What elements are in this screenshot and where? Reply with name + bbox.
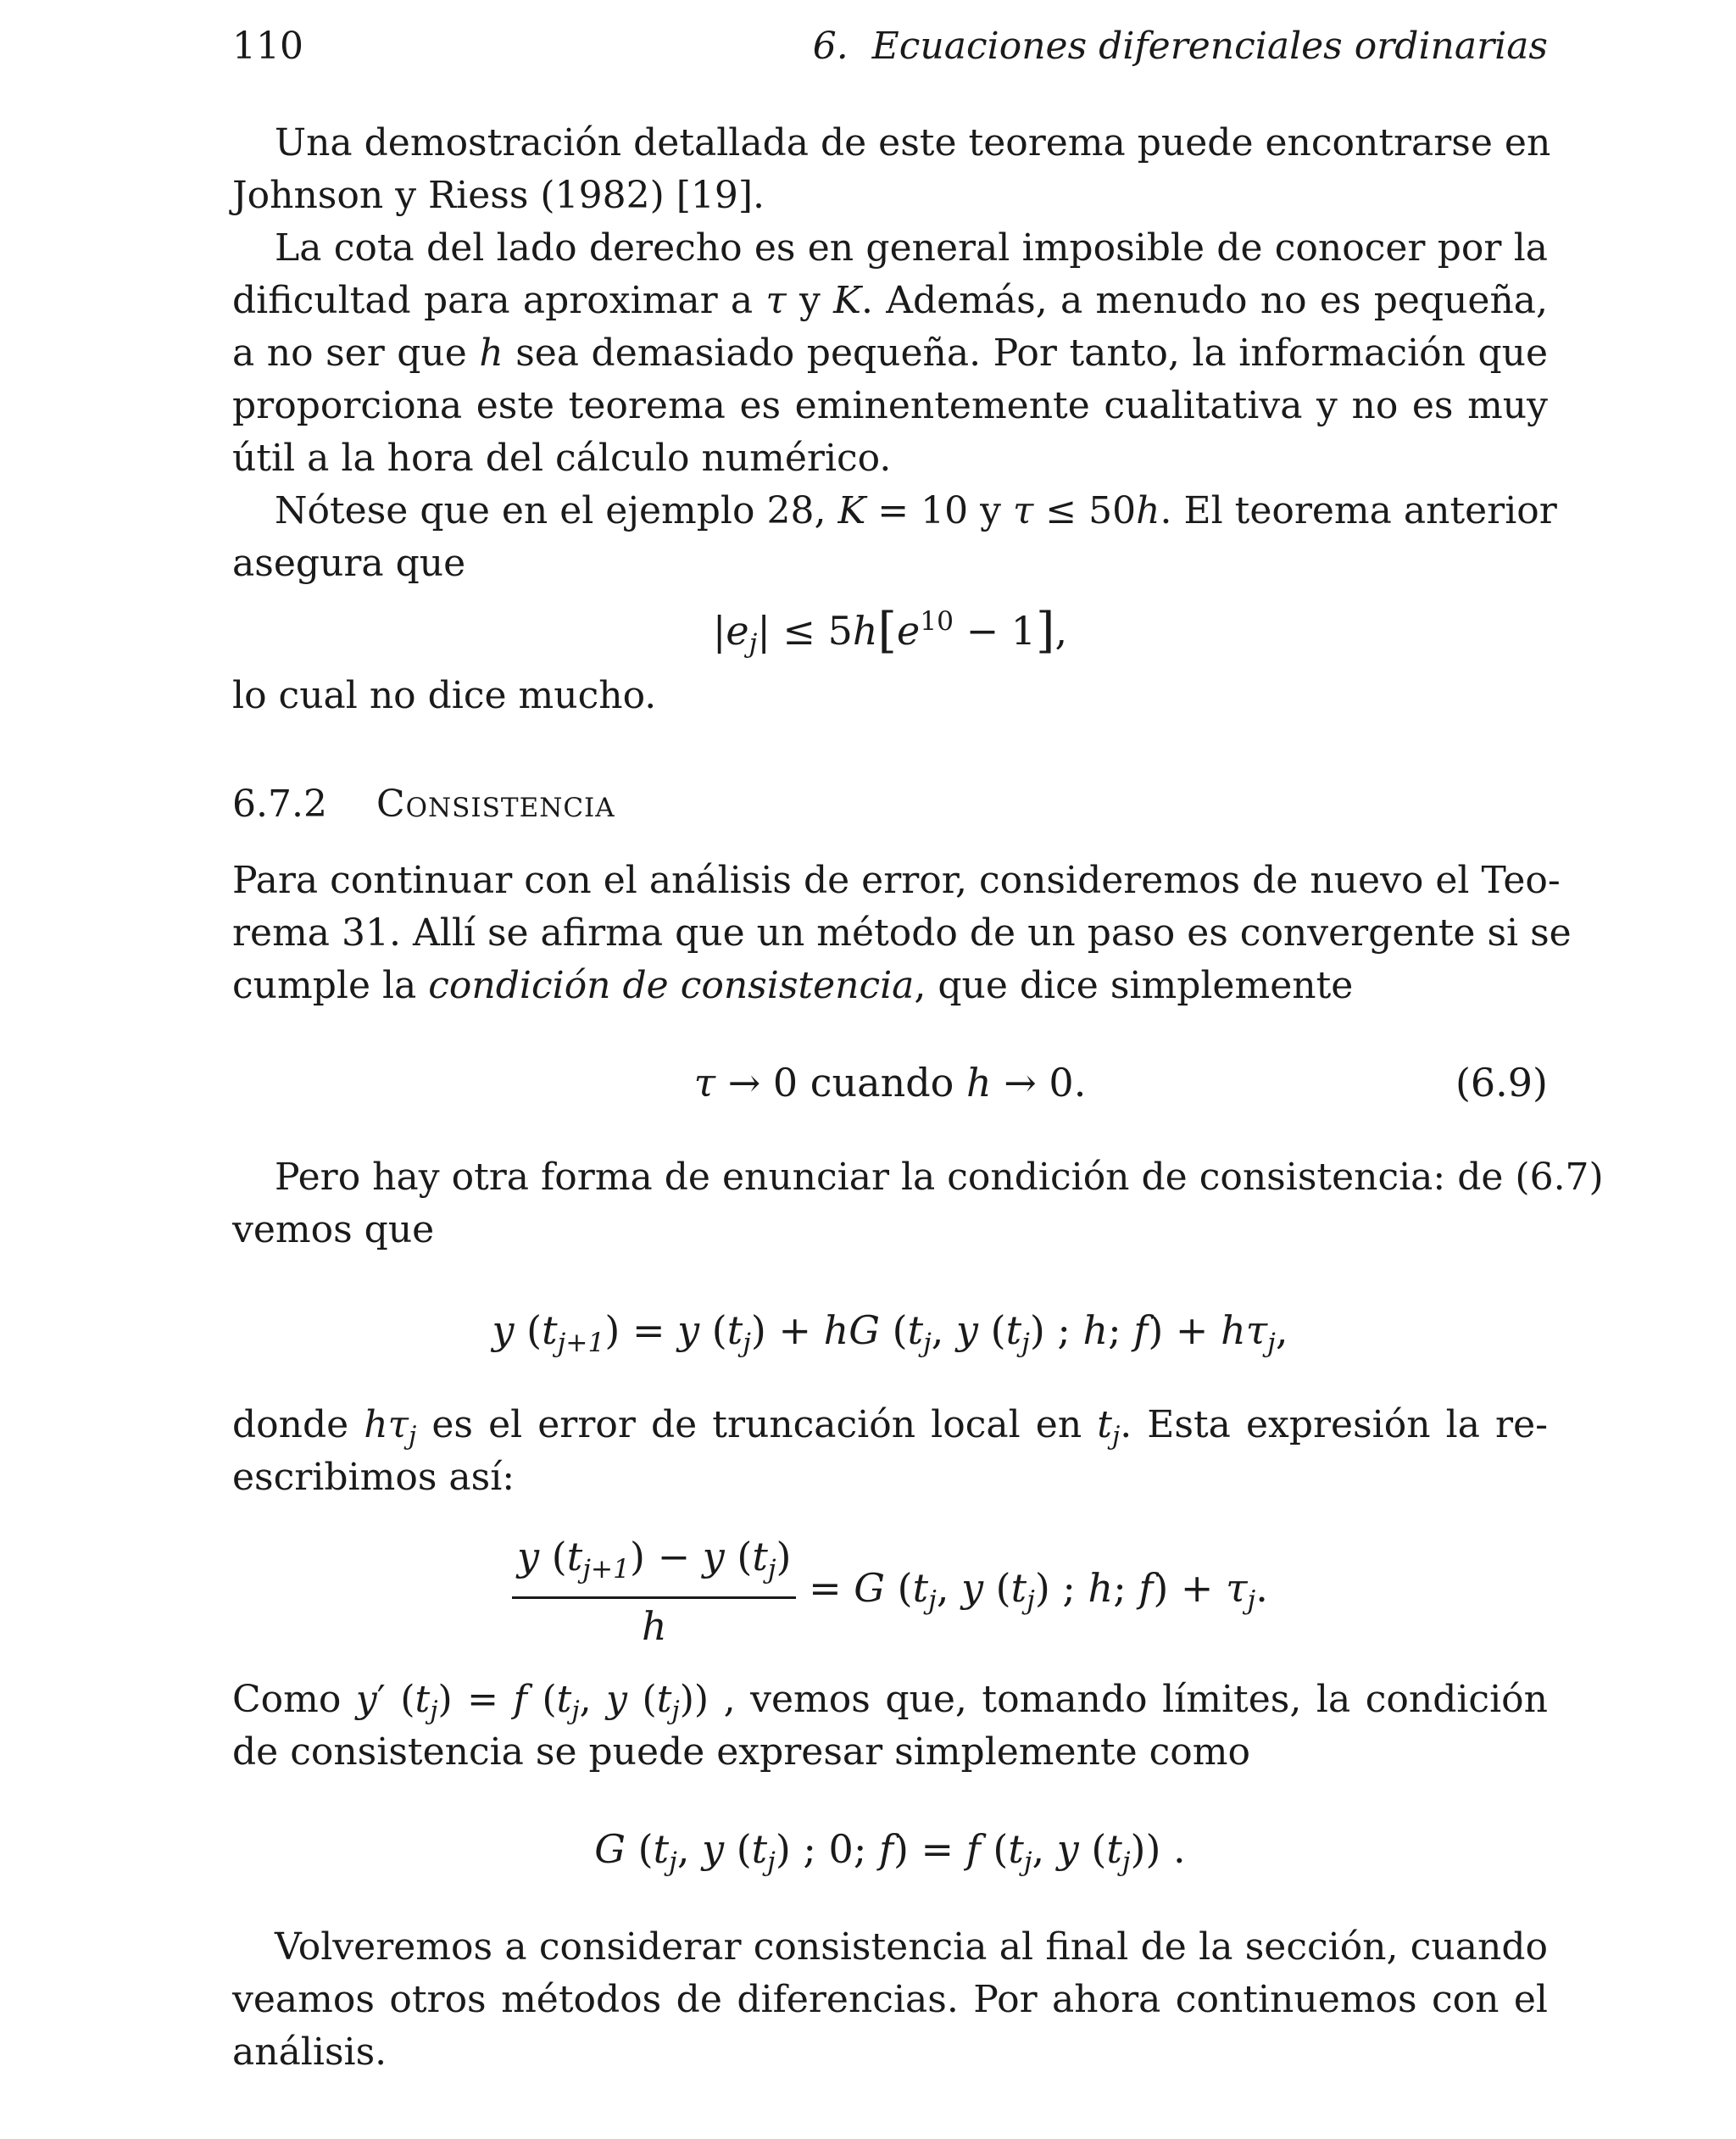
text-run: → 0 cuando	[715, 1060, 966, 1106]
t-symbol: t	[542, 1307, 558, 1353]
paragraph-5-line-2: rema 31. Allí se afirma que un método de un paso es convergente si se	[232, 911, 1572, 955]
text-run: donde	[232, 1403, 364, 1446]
fraction-denominator: h	[641, 1602, 667, 1649]
left-bracket: [	[877, 601, 897, 659]
t-symbol: t	[907, 1307, 924, 1353]
paragraph-1-line-1: Una demostración detallada de este teorema puede encontrarse en	[275, 121, 1551, 164]
t-symbol: t	[1010, 1564, 1027, 1611]
paragraph-5-line-3	[232, 960, 1548, 1012]
subscript-j: j	[748, 627, 758, 659]
t-symbol: t	[653, 1826, 670, 1872]
t-symbol: t	[751, 1826, 768, 1872]
subscript: j	[928, 1585, 937, 1616]
text-run: ≤ 50	[1033, 489, 1137, 532]
text-run: ;	[1113, 1564, 1139, 1611]
y-symbol: y	[606, 1678, 627, 1721]
y-symbol: y	[1056, 1826, 1079, 1872]
text-run: ,	[936, 1564, 962, 1611]
subscript: j	[767, 1846, 776, 1877]
tau-symbol: τ	[1012, 489, 1034, 532]
subscript: j+1	[582, 1553, 631, 1585]
tau-symbol: τ	[693, 1060, 716, 1106]
paragraph-5-line-1: Para continuar con el análisis de error, consideremos de nuevo el Teo-	[232, 859, 1561, 902]
text-run: Como	[232, 1678, 356, 1721]
text-run: (	[526, 1678, 557, 1721]
text-run: ) −	[630, 1534, 703, 1579]
text-run: ,	[1275, 1307, 1288, 1353]
text-run: .	[1255, 1564, 1268, 1611]
h-symbol: h	[966, 1060, 992, 1106]
paragraph-6-line-1: Pero hay otra forma de enunciar la condición de consistencia: de (6.7)	[275, 1156, 1604, 1199]
f-symbol: f	[513, 1678, 527, 1721]
text-run: ,	[579, 1678, 607, 1721]
text-run: . El teorema anterior	[1160, 489, 1557, 532]
h-symbol: h	[852, 608, 878, 655]
equation-error-bound	[232, 595, 1548, 670]
text-run: (	[514, 1307, 542, 1353]
text-run: (	[885, 1564, 913, 1611]
text-run: ,	[1054, 608, 1068, 655]
subscript: j	[1267, 1327, 1276, 1358]
y-symbol: y	[677, 1307, 700, 1353]
text-run: )) .	[1130, 1826, 1186, 1872]
text-run: (	[880, 1307, 908, 1353]
section-number: 6.7.2	[232, 783, 327, 826]
k-symbol: K	[833, 279, 861, 322]
text-run: ;	[1108, 1307, 1134, 1353]
subscript: j+1	[557, 1327, 605, 1358]
subscript-j: j	[408, 1421, 417, 1451]
tau-symbol: τ	[1226, 1564, 1248, 1611]
text-run: )) , vemos que, tomando límites, la condición	[679, 1678, 1548, 1721]
text-run: es el error de truncación local en	[416, 1403, 1098, 1446]
text-run: )	[776, 1534, 792, 1579]
hg-symbol: hG	[823, 1307, 881, 1353]
e-symbol: e	[896, 608, 921, 655]
t-symbol: t	[656, 1678, 672, 1721]
text-run: (	[724, 1534, 753, 1579]
subscript: j	[743, 1327, 751, 1358]
t-symbol: t	[1008, 1826, 1024, 1872]
e-symbol: e	[726, 608, 749, 655]
paragraph-2-line-2	[232, 275, 1548, 327]
t-symbol: t	[752, 1534, 768, 1579]
text-run: ) +	[1148, 1307, 1221, 1353]
text-run: , que dice simplemente	[914, 964, 1354, 1007]
text-run: ) =	[893, 1826, 966, 1872]
text-run: (	[983, 1564, 1011, 1611]
equation-6-9	[232, 1056, 1548, 1109]
paragraph-2-line-3	[232, 327, 1548, 380]
t-symbol: t	[1097, 1403, 1112, 1446]
y-symbol: y	[517, 1534, 540, 1579]
text-run: (	[699, 1307, 727, 1353]
subscript-j: j	[671, 1696, 680, 1726]
paragraph-1-line-2: Johnson y Riess (1982) [19].	[232, 174, 765, 217]
f-symbol: f	[878, 1826, 893, 1872]
text-run: ′ (	[376, 1678, 415, 1721]
text-run: Nótese que en el ejemplo 28,	[275, 489, 838, 532]
text-run: (	[626, 1826, 654, 1872]
right-bracket: ]	[1036, 601, 1055, 659]
t-symbol: t	[1106, 1826, 1122, 1872]
text-run: ) ;	[1034, 1564, 1088, 1611]
subscript: j	[767, 1553, 776, 1585]
y-symbol: y	[961, 1564, 984, 1611]
htau-symbol: hτ	[364, 1403, 409, 1446]
paragraph-4-line-1: lo cual no dice mucho.	[232, 674, 657, 717]
emphasis: condición de consistencia	[428, 964, 915, 1007]
text-run: (	[978, 1307, 1006, 1353]
paragraph-7-line-2: escribimos así:	[232, 1456, 515, 1499]
text-run: ) +	[1153, 1564, 1227, 1611]
paragraph-2-line-1: La cota del lado derecho es en general imposible de conocer por la	[275, 226, 1548, 270]
h-symbol: h	[1082, 1307, 1109, 1353]
paragraph-8-line-2: de consistencia se puede expresar simplemente como	[232, 1730, 1250, 1774]
t-symbol: t	[566, 1534, 583, 1579]
h-symbol: h	[479, 331, 504, 375]
subscript-j: j	[1111, 1421, 1121, 1451]
paragraph-3-line-1	[232, 485, 1557, 538]
y-symbol: y	[956, 1307, 979, 1353]
t-symbol: t	[726, 1307, 743, 1353]
paragraph-9-line-2: veamos otros métodos de diferencias. Por ahora continuemos con el	[232, 1978, 1548, 2021]
paragraph-3-line-2: asegura que	[232, 542, 466, 585]
text-run: . Además, a menudo no es pequeña,	[860, 279, 1548, 322]
text-run: ) =	[437, 1678, 514, 1721]
text-run: ) ; 0;	[775, 1826, 879, 1872]
equation-method-step	[232, 1304, 1548, 1369]
text-run: dificultad para aproximar a	[232, 279, 766, 322]
y-symbol: y	[702, 1826, 725, 1872]
text-run: ,	[676, 1826, 703, 1872]
f-symbol: f	[1138, 1564, 1154, 1611]
text-run: ) +	[750, 1307, 824, 1353]
subscript: j	[1027, 1585, 1035, 1616]
paragraph-6-line-2: vemos que	[232, 1208, 435, 1251]
text-run: (	[1078, 1826, 1107, 1872]
subscript: j	[669, 1846, 677, 1877]
abs-bar: |	[712, 608, 726, 655]
section-heading	[232, 778, 1548, 831]
text-run: → 0.	[991, 1060, 1087, 1106]
h-symbol: h	[1136, 489, 1160, 532]
y-symbol: y	[492, 1307, 515, 1353]
text-run: = 10 y	[865, 489, 1013, 532]
subscript-j: j	[430, 1696, 438, 1726]
equation-number: (6.9)	[1455, 1060, 1548, 1106]
text-run: (	[724, 1826, 752, 1872]
text-run: ) =	[604, 1307, 678, 1353]
running-title: 6. Ecuaciones diferenciales ordinarias	[812, 25, 1548, 68]
text-run: ,	[1032, 1826, 1057, 1872]
fraction	[512, 1533, 796, 1650]
paragraph-2-line-4: proporciona este teorema es eminentemente cualitativa y no es muy	[232, 384, 1548, 427]
text-run: . Esta expresión la re-	[1120, 1403, 1548, 1446]
t-symbol: t	[556, 1678, 572, 1721]
k-symbol: K	[837, 489, 866, 532]
subscript: j	[1023, 1846, 1032, 1877]
subscript: j	[1121, 1846, 1131, 1877]
g-symbol: G	[854, 1564, 886, 1611]
y-symbol: y	[355, 1678, 377, 1721]
f-symbol: f	[965, 1826, 981, 1872]
f-symbol: f	[1133, 1307, 1149, 1353]
subscript: j	[923, 1327, 932, 1358]
equation-difference-quotient	[232, 1533, 1548, 1650]
text-run: (	[627, 1678, 657, 1721]
paragraph-9-line-1: Volveremos a considerar consistencia al final de la sección, cuando	[275, 1925, 1548, 1969]
page-number: 110	[232, 25, 303, 68]
t-symbol: t	[415, 1678, 431, 1721]
text-run: (	[980, 1826, 1009, 1872]
text-run: − 1	[953, 608, 1037, 655]
subscript: j	[1021, 1327, 1030, 1358]
text-run: a no ser que	[232, 331, 480, 375]
text-run: ,	[931, 1307, 957, 1353]
text-run: (	[539, 1534, 567, 1579]
paragraph-2-line-5: útil a la hora del cálculo numérico.	[232, 437, 892, 480]
subscript: j	[1247, 1585, 1256, 1616]
exponent: 10	[920, 606, 954, 637]
text-run: y	[786, 279, 834, 322]
tau-symbol: τ	[765, 279, 787, 322]
section-title: Consistencia	[376, 783, 615, 826]
subscript-j: j	[571, 1696, 580, 1726]
text-run: sea demasiado pequeña. Por tanto, la información que	[503, 331, 1548, 375]
paragraph-9-line-3: análisis.	[232, 2030, 387, 2074]
g-symbol: G	[594, 1826, 626, 1872]
text-run: cumple la	[232, 964, 429, 1007]
htau-symbol: hτ	[1221, 1307, 1268, 1353]
text-run: ) ;	[1029, 1307, 1083, 1353]
y-symbol: y	[702, 1534, 725, 1579]
text-run: =	[796, 1564, 854, 1611]
equation-consistency-condition	[232, 1823, 1548, 1888]
fraction-numerator	[512, 1533, 796, 1599]
t-symbol: t	[1005, 1307, 1022, 1353]
text-run: | ≤ 5	[757, 608, 853, 655]
t-symbol: t	[912, 1564, 929, 1611]
h-symbol: h	[1088, 1564, 1114, 1611]
